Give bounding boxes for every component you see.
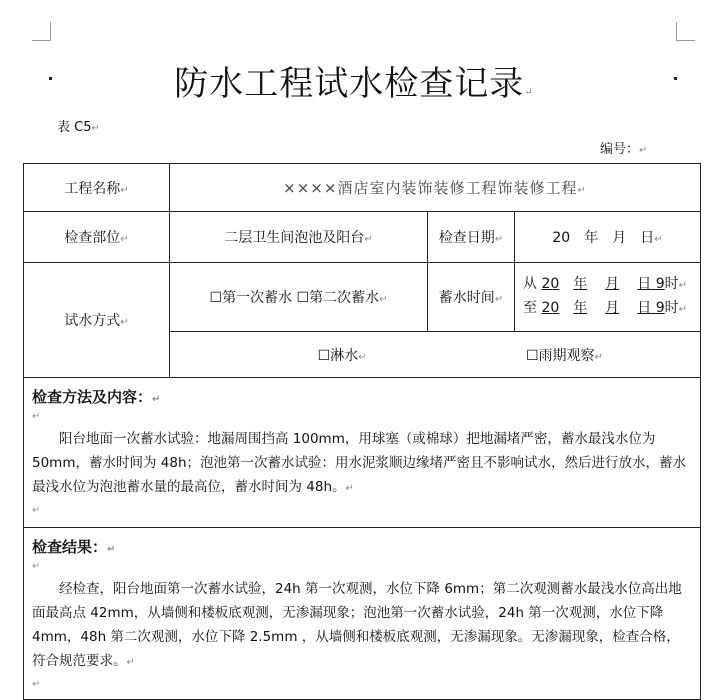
inspection-result-title: 检查结果：↵ xyxy=(32,538,116,556)
inspection-date-value: 20 年 月 日↵ xyxy=(515,212,701,263)
document-title: 防水工程试水检查记录↵ xyxy=(174,64,534,104)
inspection-method-title: 检查方法及内容：↵ xyxy=(32,388,161,406)
inspection-date-label: 检查日期↵ xyxy=(428,212,515,263)
inspection-result-section xyxy=(24,528,701,700)
blank-paragraph: ↵ xyxy=(32,505,41,516)
blank-paragraph: ↵ xyxy=(32,561,41,572)
inspection-method-content: 阳台地面一次蓄水试验：地漏周围挡高 100mm，用球塞（或棉球）把地漏堵严密，蓄水最浅水位为 50mm，蓄水时间为 48h；泡池第一次蓄水试验：用水泥浆顺边缘堵严密且不影响试水，然后进行放水，蓄水最浅水位为泡池蓄水量的最高位，蓄水时间为 48h。↵ xyxy=(32,431,687,495)
blank-paragraph: ↵ xyxy=(32,679,41,690)
test-method-label: 试水方式↵ xyxy=(24,263,170,378)
method-option-spray: ☐淋水↵ xyxy=(317,347,367,364)
inspection-record-table xyxy=(23,163,701,700)
blank-paragraph: ↵ xyxy=(32,411,41,422)
serial-number-label: 编号：↵ xyxy=(600,142,648,157)
inspection-part-label: 检查部位↵ xyxy=(24,212,170,263)
page-corner-mark-top-right xyxy=(676,22,695,41)
inspection-part-value: 二层卫生间泡池及阳台↵ xyxy=(170,212,428,263)
storage-time-value xyxy=(515,263,701,332)
method-options-other xyxy=(170,332,701,378)
page-corner-mark-top-left xyxy=(32,22,51,41)
form-code: 表 C5↵ xyxy=(57,120,100,135)
inspection-result-content: 经检查，阳台地面第一次蓄水试验，24h 第一次观测，水位下降 6mm；第二次观测蓄水最浅水位高出地面最高点 42mm，从墙侧和楼板底观测，无渗漏现象；泡池第一次蓄水试验，24h 第一次观测，水位下降 4mm，48h 第二次观测，水位下降 2.5mm ，从墙侧和楼板底观测，无渗漏现象。无渗漏现象，检查合格，符合规范要求。↵ xyxy=(32,581,682,669)
inspection-method-section xyxy=(24,378,701,528)
storage-time-label: 蓄水时间↵ xyxy=(428,263,515,332)
storage-time-from: 从 20 年 月 日 9时↵ xyxy=(523,276,688,292)
storage-time-to: 至 20 年 月 日 9时↵ xyxy=(523,300,688,316)
project-name-value: ××××酒店室内装饰装修工程饰装修工程↵ xyxy=(170,164,701,212)
project-name-label: 工程名称↵ xyxy=(24,164,170,212)
method-option-rain: ☐雨期观察↵ xyxy=(525,347,603,364)
method-option-storage: ☐第一次蓄水 ☐第二次蓄水↵ xyxy=(170,263,428,332)
